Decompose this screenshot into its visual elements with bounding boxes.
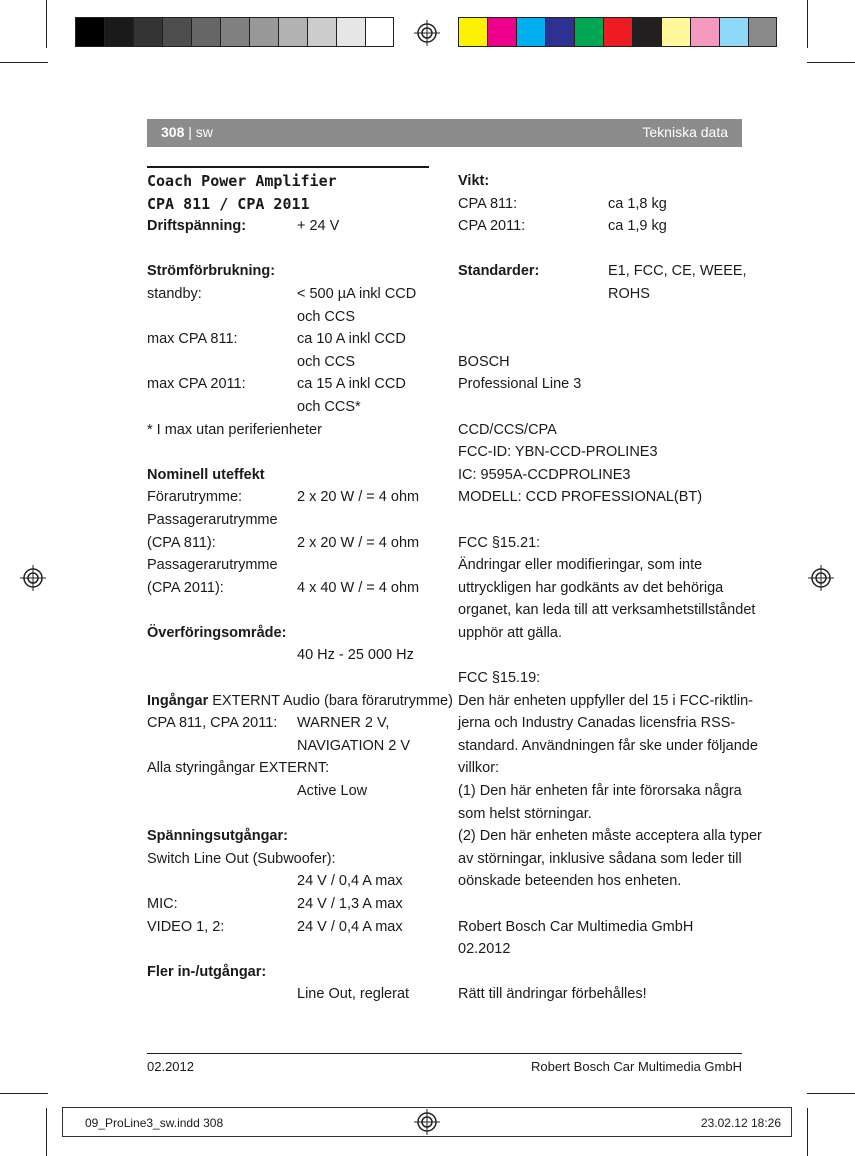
spec-label: CPA 811: [458, 195, 518, 212]
spec-label: max CPA 2011: [147, 376, 246, 393]
spec-value: EXTERNT Audio (bara förarutrymme) [208, 692, 453, 709]
crop-mark [807, 1108, 808, 1156]
spec-value: WARNER 2 V, [297, 715, 390, 732]
crop-mark [807, 0, 808, 48]
text-line: oönskade beteenden hos enheten. [458, 873, 682, 890]
text-line: uttryckligen har godkänts av det behöriga [458, 579, 724, 596]
spec-value: ca 1,8 kg [608, 195, 667, 212]
divider [147, 166, 429, 168]
text-line: FCC §15.21: [458, 534, 541, 551]
text-block-company [458, 916, 748, 961]
spec-heading: Standarder: [458, 263, 540, 280]
text-line: 02.2012 [458, 941, 511, 958]
spec-label: standby: [147, 285, 202, 302]
slug-file: 09_ProLine3_sw.indd 308 [85, 1116, 224, 1130]
color-swatch [632, 17, 661, 47]
text-line: organet, kan leda till att verksamhetstillståndet [458, 602, 756, 619]
text-line: Professional Line 3 [458, 376, 582, 393]
spec-label: Passagerarutrymme [147, 511, 278, 528]
spec-label: MIC: [147, 896, 178, 912]
text-line: Den här enheten uppfyller del 15 i FCC-riktlin- [458, 692, 753, 709]
text-line: FCC §15.19: [458, 670, 541, 687]
page-header [147, 119, 742, 147]
color-swatch [162, 17, 191, 47]
color-swatch [748, 17, 777, 47]
spec-value: Line Out, reglerat [297, 986, 410, 1003]
spec-label: VIDEO 1, 2: [147, 918, 225, 935]
color-swatch [690, 17, 719, 47]
footer-divider [147, 1053, 742, 1054]
color-swatch [719, 17, 748, 47]
color-swatch [220, 17, 249, 47]
registration-mark-icon [808, 565, 834, 591]
spec-heading: Strömförbrukning: [147, 263, 276, 280]
text-line: upphör att gälla. [458, 624, 562, 641]
color-swatch [516, 17, 545, 47]
registration-mark-icon [20, 565, 46, 591]
crop-mark [0, 62, 48, 63]
spec-value: ca 10 A inkl CCD [297, 331, 406, 348]
color-swatch [75, 17, 104, 47]
spec-label: max CPA 811: [147, 331, 238, 348]
text-line: Robert Bosch Car Multimedia GmbH [458, 918, 694, 935]
spec-heading: Nominell uteffekt [147, 466, 265, 483]
spec-value: ca 1,9 kg [608, 218, 667, 235]
text-line: BOSCH [458, 353, 510, 370]
text-line: av störningar, inklusive sådana som leder till [458, 850, 742, 867]
text-line: jerna och Industry Canadas licensfria RSS- [458, 715, 736, 732]
spec-label: (CPA 2011): [147, 579, 224, 596]
color-swatch [249, 17, 278, 47]
color-swatch [661, 17, 690, 47]
product-models: CPA 811 / CPA 2011 [147, 194, 310, 213]
crop-mark [0, 1093, 48, 1094]
color-swatch [458, 17, 487, 47]
process-color-bar [458, 17, 777, 47]
color-swatch [307, 17, 336, 47]
spec-label: (CPA 811): [147, 534, 216, 551]
text-line: Ändringar eller modifieringar, som inte [458, 557, 703, 574]
color-swatch [191, 17, 220, 47]
grayscale-color-bar [75, 17, 394, 47]
spec-value: ca 15 A inkl CCD [297, 376, 406, 393]
spec-heading: Ingångar [147, 692, 209, 709]
spec-value: < 500 µA inkl CCD [297, 285, 417, 302]
spec-label: CPA 811, CPA 2011: [147, 715, 278, 732]
text-block-fcc-15-19 [458, 667, 762, 893]
color-swatch [487, 17, 516, 47]
spec-value: 4 x 40 W / = 4 ohm [297, 579, 420, 596]
color-swatch [545, 17, 574, 47]
text-line: IC: 9595A-CCDPROLINE3 [458, 466, 631, 483]
page-number: 308 | sw [161, 124, 213, 140]
crop-mark [807, 62, 855, 63]
print-slug [62, 1107, 792, 1137]
spec-label: Förarutrymme: [147, 489, 243, 506]
spec-value: 24 V / 1,3 A max [297, 896, 403, 912]
slug-timestamp: 23.02.12 18:26 [700, 1116, 781, 1130]
spec-heading: Spänningsutgångar: [147, 828, 288, 845]
spec-label: Alla styringångar EXTERNT: [147, 760, 330, 777]
footnote: * I max utan periferienheter [147, 421, 322, 438]
spec-value: 40 Hz - 25 000 Hz [297, 647, 414, 664]
spec-value: E1, FCC, CE, WEEE, [608, 263, 747, 280]
crop-mark [807, 1093, 855, 1094]
spec-value: och CCS [297, 308, 356, 325]
spec-value: 2 x 20 W / = 4 ohm [297, 534, 420, 551]
spec-label: Driftspänning: [147, 218, 247, 235]
right-column [458, 170, 762, 1006]
text-line: Rätt till ändringar förbehålles! [458, 986, 647, 1003]
spec-value: och CCS [297, 353, 356, 370]
registration-mark-icon [414, 20, 440, 46]
spec-label: Passagerarutrymme [147, 557, 278, 574]
color-swatch [574, 17, 603, 47]
spec-value: 2 x 20 W / = 4 ohm [297, 489, 420, 506]
color-swatch [603, 17, 632, 47]
text-line: som helst störningar. [458, 805, 592, 822]
text-block-disclaimer [458, 983, 748, 1006]
footer-date: 02.2012 [147, 1059, 194, 1074]
spec-label: CPA 2011: [458, 218, 526, 235]
text-line: (2) Den här enheten måste acceptera alla typer [458, 828, 762, 845]
footer-company: Robert Bosch Car Multimedia GmbH [531, 1059, 742, 1074]
text-block-ids [458, 419, 748, 509]
crop-mark [46, 0, 47, 48]
color-swatch [104, 17, 133, 47]
spec-value: NAVIGATION 2 V [297, 737, 411, 754]
color-swatch [336, 17, 365, 47]
spec-value: ROHS [608, 285, 650, 302]
crop-mark [46, 1108, 47, 1156]
spec-value: 24 V / 0,4 A max [297, 918, 403, 935]
left-column [147, 170, 453, 1006]
spec-label: Switch Line Out (Subwoofer): [147, 850, 336, 867]
text-line: villkor: [458, 760, 500, 777]
text-block-brand [458, 351, 748, 396]
text-line: MODELL: CCD PROFESSIONAL(BT) [458, 489, 703, 506]
spec-value: 24 V / 0,4 A max [297, 873, 403, 890]
text-line: FCC-ID: YBN-CCD-PROLINE3 [458, 444, 658, 461]
text-line: (1) Den här enheten får inte förorsaka några [458, 783, 742, 800]
spec-value: Active Low [297, 783, 368, 800]
spec-heading: Fler in-/utgångar: [147, 963, 267, 980]
text-line: standard. Användningen får ske under följande [458, 737, 758, 754]
spec-value: och CCS* [297, 398, 361, 415]
spec-value: + 24 V [297, 218, 340, 235]
color-swatch [365, 17, 394, 47]
spec-heading: Överföringsområde: [147, 624, 287, 641]
section-title: Tekniska data [642, 124, 728, 140]
text-block-fcc-15-21 [458, 532, 756, 645]
color-swatch [133, 17, 162, 47]
spec-heading: Vikt: [458, 173, 490, 189]
color-swatch [278, 17, 307, 47]
text-line: CCD/CCS/CPA [458, 421, 557, 438]
product-title: Coach Power Amplifier [147, 172, 337, 190]
